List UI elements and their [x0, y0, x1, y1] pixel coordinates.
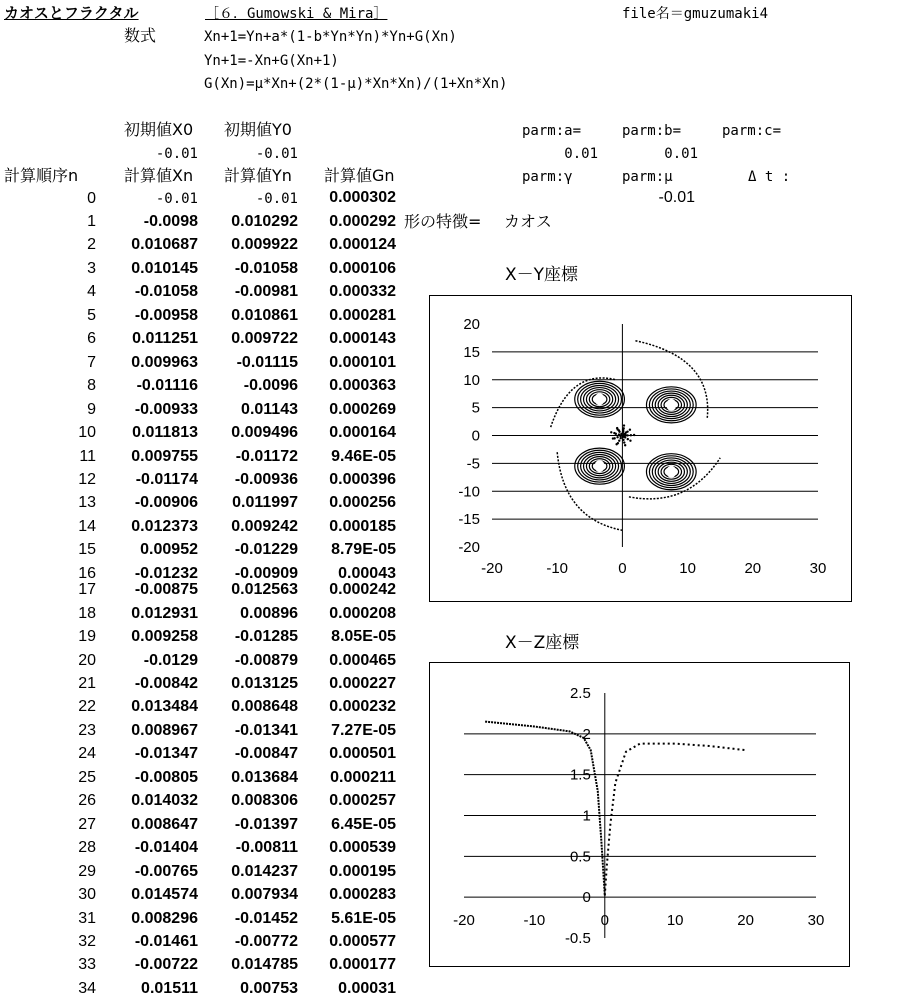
xz-y-tick-label: 0: [582, 889, 591, 907]
xy-point: [623, 441, 625, 443]
xy-y-tick-label: 10: [463, 371, 480, 389]
row-y: -0.0096: [243, 377, 298, 394]
xy-x-tick-label: -20: [481, 560, 503, 577]
xz-x-tick-label: 10: [666, 912, 684, 930]
param-a-value: 0.01: [564, 146, 598, 162]
xy-y-tick-label: -15: [458, 511, 480, 529]
row-n: 14: [78, 518, 96, 535]
param-c-label: parm:c=: [722, 123, 782, 139]
row-x: 0.014574: [131, 886, 198, 903]
xy-y-tick-label: 15: [463, 343, 480, 361]
param-dt-label: Δ t :: [748, 169, 791, 185]
xy-point: [622, 428, 624, 430]
xz-x-tick-label: -20: [453, 912, 475, 930]
sheet-title: カオスとフラクタル: [4, 4, 139, 22]
row-0-n: 0: [87, 190, 96, 207]
xy-point: [618, 431, 620, 433]
xy-point: [613, 437, 615, 439]
xz-y-tick-label: 1.5: [569, 766, 591, 784]
row-y: 0.009922: [231, 236, 298, 253]
xy-x-tick-label: 0: [618, 560, 627, 577]
row-n: 1: [87, 213, 96, 230]
xz-curve-right: [605, 744, 746, 896]
formula-line-3: G(Xn)=μ*Xn+(2*(1-μ)*Xn*Xn)/(1+Xn*Xn): [204, 76, 508, 92]
row-y: 0.008648: [231, 698, 298, 715]
row-g: 0.000242: [329, 581, 396, 598]
row-x: -0.01058: [134, 283, 198, 300]
xy-chart-title: X－Y座標: [505, 265, 579, 285]
row-x: 0.009755: [131, 448, 198, 465]
xy-point: [618, 433, 620, 435]
init-x0-value: -0.01: [155, 146, 198, 162]
row-y: 0.007934: [231, 886, 298, 903]
row-y: 0.00896: [240, 605, 298, 622]
row-g: 0.000257: [329, 792, 396, 809]
row-y: -0.00936: [234, 471, 298, 488]
row-g: 0.000283: [329, 886, 396, 903]
xy-y-tick-label: -5: [466, 455, 480, 473]
row-y: -0.00847: [234, 745, 298, 762]
xz-y-tick-label: 1: [582, 807, 591, 825]
row-y: -0.01229: [234, 541, 298, 558]
row-x: 0.011251: [132, 330, 198, 347]
row-n: 9: [87, 401, 96, 418]
param-mu-label: parm:μ: [622, 169, 673, 185]
row-g: 0.000185: [329, 518, 396, 535]
xy-x-tick-label: 10: [679, 560, 696, 577]
row-x: 0.014032: [131, 792, 198, 809]
row-x: -0.00933: [134, 401, 198, 418]
row-y: 0.014785: [231, 956, 298, 973]
row-x: 0.010145: [131, 260, 198, 277]
row-x: 0.00952: [140, 541, 198, 558]
row-x: 0.008967: [131, 722, 198, 739]
row-x: -0.01174: [135, 471, 198, 488]
init-y0-label: 初期値Y0: [224, 120, 292, 139]
xy-y-tick-label: -20: [458, 539, 480, 556]
row-n: 5: [87, 307, 96, 324]
formula-label: 数式: [124, 26, 157, 45]
xy-point: [616, 436, 618, 438]
row-g: 0.000106: [329, 260, 396, 277]
row-x: 0.009963: [131, 354, 198, 371]
row-x: 0.011813: [132, 424, 198, 441]
row-y: 0.013125: [231, 675, 298, 692]
row-x: 0.012373: [131, 518, 198, 535]
row-g: 6.45E-05: [331, 816, 396, 833]
row-0-x: -0.01: [155, 191, 198, 207]
param-a-label: parm:a=: [522, 123, 582, 139]
row-g: 0.000227: [329, 675, 396, 692]
formula-line-2: Yn+1=-Xn+G(Xn+1): [204, 53, 339, 69]
xz-x-tick-label: -10: [523, 912, 546, 930]
xy-point: [630, 434, 632, 436]
row-n: 3: [87, 260, 96, 277]
xy-spiral-center: [666, 466, 676, 478]
row-n: 23: [78, 722, 96, 739]
row-y: 0.01143: [241, 401, 298, 418]
row-n: 22: [78, 698, 96, 715]
row-y: -0.00811: [235, 839, 298, 856]
row-n: 31: [78, 910, 96, 927]
row-y: -0.01452: [234, 910, 298, 927]
xy-point: [629, 440, 631, 442]
row-y: -0.00909: [234, 565, 298, 582]
row-n: 16: [78, 565, 96, 582]
row-n: 15: [78, 541, 96, 558]
row-n: 10: [78, 424, 96, 441]
row-g: 0.000363: [329, 377, 396, 394]
row-n: 30: [78, 886, 96, 903]
xy-spiral-center: [666, 399, 676, 411]
row-0-g: 0.000302: [329, 189, 396, 206]
row-g: 0.00031: [338, 980, 396, 997]
row-g: 0.000281: [329, 307, 396, 324]
row-0-y: -0.01: [255, 191, 298, 207]
row-n: 7: [87, 354, 96, 371]
row-n: 17: [78, 581, 96, 598]
row-y: 0.010861: [231, 307, 298, 324]
row-x: 0.009258: [131, 628, 198, 645]
col-header-xn: 計算値Xn: [124, 166, 194, 185]
row-g: 0.000177: [329, 956, 396, 973]
xy-spiral-center: [595, 460, 605, 472]
row-n: 24: [78, 745, 96, 762]
xy-point: [633, 434, 635, 436]
xz-y-tick-label: 2.5: [569, 685, 591, 702]
xy-y-tick-label: 5: [471, 399, 480, 417]
row-y: -0.00772: [234, 933, 298, 950]
xy-spiral-center: [595, 393, 605, 405]
col-header-gn: 計算値Gn: [324, 166, 395, 185]
row-n: 25: [78, 769, 96, 786]
row-g: 0.000208: [329, 605, 396, 622]
row-y: -0.00981: [234, 283, 298, 300]
row-y: 0.012563: [231, 581, 298, 598]
col-header-n: 計算順序n: [4, 166, 79, 185]
row-x: 0.012931: [131, 605, 198, 622]
row-y: 0.00753: [240, 980, 298, 997]
row-y: 0.011997: [232, 494, 298, 511]
xy-point: [623, 424, 625, 426]
xy-y-tick-label: 0: [471, 427, 480, 445]
row-n: 32: [78, 933, 96, 950]
row-y: 0.009242: [231, 518, 298, 535]
file-name: file名＝gmuzumaki4: [622, 6, 769, 22]
row-x: 0.010687: [131, 236, 198, 253]
param-gamma-label: parm:γ: [522, 169, 573, 185]
row-g: 5.61E-05: [331, 910, 396, 927]
row-g: 0.000396: [329, 471, 396, 488]
row-y: -0.01397: [234, 816, 298, 833]
row-x: -0.01347: [134, 745, 198, 762]
row-n: 21: [78, 675, 96, 692]
xy-point: [623, 435, 625, 437]
row-n: 13: [78, 494, 96, 511]
param-mu-value: -0.01: [658, 189, 695, 206]
row-x: -0.0098: [143, 213, 198, 230]
xy-point: [616, 428, 618, 430]
xz-y-tick-label: -0.5: [564, 930, 591, 947]
row-g: 0.000269: [329, 401, 396, 418]
row-x: -0.01232: [134, 565, 198, 582]
row-n: 34: [78, 980, 96, 997]
row-g: 8.79E-05: [331, 541, 396, 558]
row-g: 0.000143: [329, 330, 396, 347]
row-x: -0.00875: [134, 581, 198, 598]
xy-point: [624, 444, 626, 446]
row-y: -0.01172: [235, 448, 298, 465]
row-y: 0.014237: [231, 863, 298, 880]
xy-point: [622, 431, 624, 433]
xy-x-tick-label: 30: [809, 560, 827, 577]
row-n: 33: [78, 956, 96, 973]
row-x: -0.00842: [134, 675, 198, 692]
row-n: 18: [78, 605, 96, 622]
row-x: -0.00906: [134, 494, 198, 511]
row-g: 0.000577: [329, 933, 396, 950]
row-y: 0.013684: [231, 769, 298, 786]
xz-x-tick-label: 0: [600, 912, 609, 930]
xy-point: [627, 438, 629, 440]
row-g: 0.000256: [329, 494, 396, 511]
row-g: 8.05E-05: [331, 628, 396, 645]
xy-point: [615, 433, 617, 435]
row-x: -0.01461: [134, 933, 198, 950]
xy-chart: [430, 296, 851, 601]
row-n: 11: [79, 448, 96, 465]
row-y: 0.009496: [231, 424, 298, 441]
row-x: 0.008296: [131, 910, 198, 927]
row-x: -0.00805: [134, 769, 198, 786]
xz-y-tick-label: 2: [582, 725, 591, 743]
row-g: 0.000124: [329, 236, 396, 253]
row-g: 0.000164: [329, 424, 396, 441]
row-y: -0.01341: [234, 722, 298, 739]
row-g: 0.000465: [329, 652, 396, 669]
xy-point: [625, 431, 627, 433]
row-y: 0.009722: [231, 330, 298, 347]
row-g: 9.46E-05: [331, 448, 396, 465]
sheet-subtitle: ［６．Gumowski & Mira］: [205, 6, 388, 22]
row-g: 0.000292: [329, 213, 396, 230]
row-y: -0.01115: [236, 354, 298, 371]
row-g: 0.00043: [338, 565, 396, 582]
row-n: 29: [78, 863, 96, 880]
init-x0-label: 初期値X0: [124, 120, 194, 139]
xy-point: [619, 437, 621, 439]
row-y: -0.00879: [234, 652, 298, 669]
row-y: 0.010292: [231, 213, 298, 230]
row-n: 4: [87, 283, 96, 300]
param-b-value: 0.01: [664, 146, 698, 162]
row-x: -0.01404: [134, 839, 198, 856]
row-x: -0.00958: [134, 307, 198, 324]
row-x: 0.008647: [131, 816, 198, 833]
init-y0-value: -0.01: [255, 146, 298, 162]
xy-x-tick-label: -10: [546, 560, 569, 577]
xz-y-tick-label: 0.5: [569, 848, 591, 866]
row-y: -0.01058: [234, 260, 298, 277]
row-n: 20: [78, 652, 96, 669]
row-n: 6: [87, 330, 96, 347]
xz-chart-title: X－Z座標: [505, 633, 580, 653]
row-n: 2: [87, 236, 96, 253]
row-g: 0.000501: [329, 745, 396, 762]
xy-y-tick-label: 20: [463, 316, 480, 333]
row-g: 0.000232: [329, 698, 396, 715]
xz-chart: [430, 663, 849, 966]
xy-chart-area: [429, 295, 852, 602]
row-x: -0.00722: [134, 956, 198, 973]
param-b-label: parm:b=: [622, 123, 682, 139]
feature-label: 形の特徴=: [404, 212, 482, 231]
xy-point: [629, 429, 631, 431]
row-n: 12: [78, 471, 96, 488]
xz-chart-area: [429, 662, 850, 967]
xy-point: [617, 442, 619, 444]
col-header-yn: 計算値Yn: [224, 166, 292, 185]
xy-point: [618, 439, 620, 441]
formula-line-1: Xn+1=Yn+a*(1-b*Yn*Yn)*Yn+G(Xn): [204, 29, 457, 45]
row-y: -0.01285: [234, 628, 298, 645]
xy-y-tick-label: -10: [458, 483, 480, 501]
row-n: 27: [78, 816, 96, 833]
row-n: 8: [87, 377, 96, 394]
row-g: 0.000211: [330, 769, 396, 786]
row-g: 0.000332: [329, 283, 396, 300]
row-g: 0.000101: [329, 354, 396, 371]
row-n: 26: [78, 792, 96, 809]
row-x: 0.01511: [141, 980, 198, 997]
row-g: 0.000195: [329, 863, 396, 880]
row-n: 28: [78, 839, 96, 856]
xy-x-tick-label: 20: [744, 560, 762, 577]
xy-point: [622, 439, 624, 441]
xz-x-tick-label: 30: [807, 912, 825, 930]
feature-value: カオス: [504, 212, 552, 231]
row-y: 0.008306: [231, 792, 298, 809]
xy-point: [625, 434, 627, 436]
row-x: -0.01116: [136, 377, 198, 394]
row-g: 7.27E-05: [331, 722, 396, 739]
row-x: -0.0129: [143, 652, 198, 669]
xy-point: [610, 431, 612, 433]
row-x: -0.00765: [134, 863, 198, 880]
row-n: 19: [78, 628, 96, 645]
row-g: 0.000539: [329, 839, 396, 856]
xz-x-tick-label: 20: [737, 912, 754, 930]
row-x: 0.013484: [131, 698, 198, 715]
